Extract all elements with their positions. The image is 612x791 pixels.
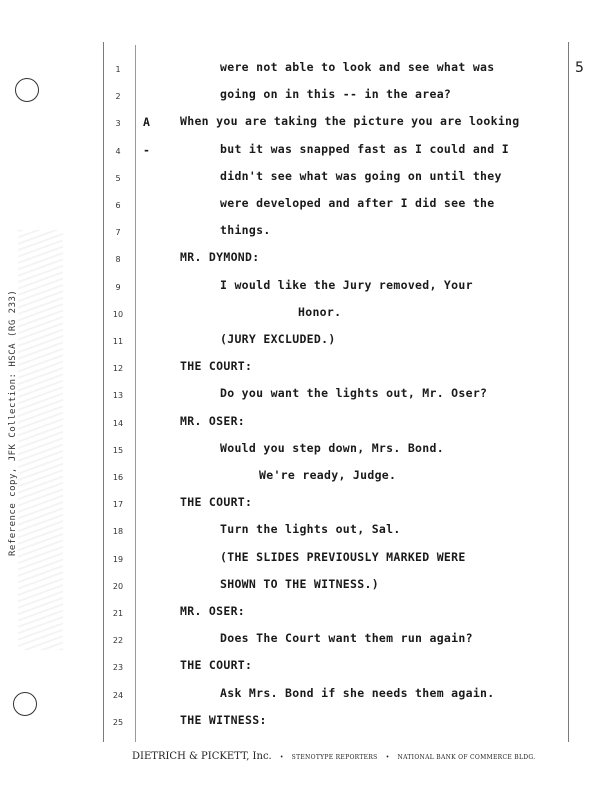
reporter-footer	[132, 751, 572, 762]
line-text: MR. DYMOND:	[180, 250, 260, 265]
line-number: 13	[112, 391, 124, 401]
line-number: 23	[112, 663, 124, 673]
line-number: 7	[115, 228, 121, 238]
line-number: 21	[112, 609, 124, 618]
footer-company: DIETRICH & PICKETT, Inc.	[132, 751, 272, 762]
transcript-line	[0, 356, 612, 383]
line-text: MR. OSER:	[180, 413, 246, 428]
line-text: going on in this -- in the area?	[220, 87, 452, 102]
line-text: THE COURT:	[180, 359, 253, 374]
transcript-line	[0, 683, 612, 710]
line-text: but it was snapped fast as I could and I	[220, 141, 509, 156]
transcript-line	[0, 383, 612, 410]
answer-marker: -	[143, 142, 150, 157]
answer-marker: A	[143, 115, 150, 130]
transcript-line	[0, 302, 612, 329]
line-number: 24	[112, 690, 124, 700]
transcript-line	[0, 655, 612, 682]
line-text: (JURY EXCLUDED.)	[220, 332, 336, 346]
page-number: 5	[575, 60, 584, 76]
line-number: 10	[112, 309, 124, 319]
footer-bullet: •	[279, 754, 284, 761]
line-text: SHOWN TO THE WITNESS.)	[220, 576, 379, 591]
line-number: 18	[112, 527, 124, 537]
line-number: 19	[112, 554, 124, 564]
transcript-line	[0, 519, 612, 546]
line-text: Honor.	[298, 304, 342, 319]
footer-service: STENOTYPE REPORTERS	[291, 754, 378, 761]
line-number: 9	[115, 282, 121, 292]
line-text: THE COURT:	[180, 495, 253, 510]
line-number: 8	[115, 255, 121, 265]
line-number: 25	[112, 717, 124, 727]
line-text: didn't see what was going on until they	[220, 168, 502, 183]
line-text: Ask Mrs. Bond if she needs them again.	[220, 685, 495, 700]
line-text: I would like the Jury removed, Your	[220, 277, 473, 292]
line-number: 6	[115, 201, 121, 210]
line-number: 16	[112, 473, 124, 482]
archive-reference-label: Reference copy, JFK Collection: HSCA (RG 233)	[8, 289, 18, 556]
transcript-line	[0, 275, 612, 302]
line-text: THE COURT:	[180, 658, 253, 673]
line-text: Do you want the lights out, Mr. Oser?	[220, 386, 488, 401]
transcript-line	[0, 574, 612, 601]
transcript-line	[0, 166, 612, 193]
line-number: 17	[112, 500, 124, 510]
line-number: 20	[112, 581, 124, 591]
transcript-line	[0, 84, 612, 111]
line-text: THE WITNESS:	[180, 712, 267, 727]
line-number: 14	[112, 418, 124, 428]
transcript-line	[0, 492, 612, 519]
line-text: Does The Court want them run again?	[220, 631, 473, 646]
line-number: 15	[112, 445, 124, 455]
transcript-line	[0, 601, 612, 628]
line-text: When you are taking the picture you are looking	[180, 114, 520, 129]
line-number: 1	[115, 65, 121, 74]
transcript-line	[0, 547, 612, 574]
line-number: 5	[115, 173, 121, 183]
line-text: were developed and after I did see the	[220, 196, 495, 210]
footer-bullet: •	[385, 754, 390, 761]
line-number: 3	[115, 119, 121, 129]
transcript-line	[0, 57, 612, 84]
line-text: (THE SLIDES PREVIOUSLY MARKED WERE	[220, 549, 466, 564]
transcript-line	[0, 220, 612, 247]
line-number: 2	[115, 92, 121, 102]
line-number: 12	[112, 364, 124, 374]
line-number: 22	[112, 636, 124, 646]
transcript-line	[0, 628, 612, 655]
transcript-line	[0, 438, 612, 465]
line-number: 4	[115, 146, 121, 156]
line-text: were not able to look and see what was	[220, 60, 495, 74]
transcript-line	[0, 710, 612, 737]
transcript-line	[0, 329, 612, 356]
transcript-line	[0, 247, 612, 274]
line-text: We're ready, Judge.	[259, 468, 397, 482]
transcript-line	[0, 111, 612, 138]
transcript-line	[0, 139, 612, 166]
line-text: MR. OSER:	[180, 604, 246, 618]
line-number: 11	[112, 337, 124, 346]
transcript-line	[0, 411, 612, 438]
transcript-line	[0, 193, 612, 220]
line-text: Turn the lights out, Sal.	[220, 522, 401, 537]
line-text: Would you step down, Mrs. Bond.	[220, 440, 444, 455]
transcript-line	[0, 465, 612, 492]
footer-address: NATIONAL BANK OF COMMERCE BLDG.	[397, 754, 536, 761]
line-text: things.	[220, 223, 271, 238]
